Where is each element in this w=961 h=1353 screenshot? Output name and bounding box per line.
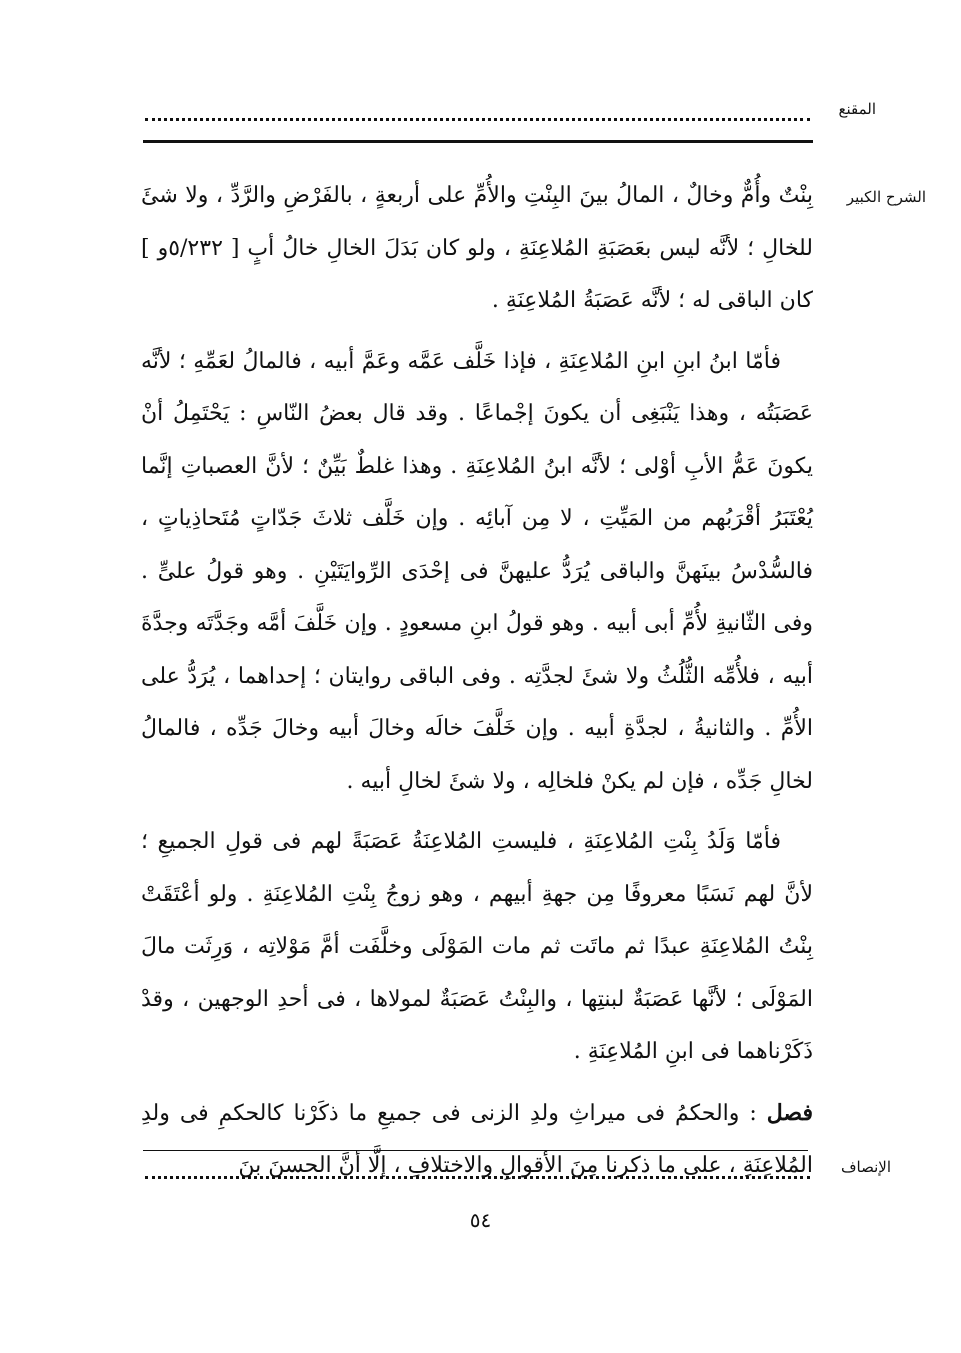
footer-dotted-separator [145,1176,810,1179]
fasl-heading: فصل [766,1099,813,1126]
main-text [141,170,813,1201]
footer-title-label: الإنصاف [840,1158,891,1176]
paragraph-2: فأمّا ابنُ ابنِ ابنِ المُلاعِنَةِ ، فإذا خَلَّف عَمَّه وعَمَّ أبيه ، فالمالُ لعَمِّهِ ؛ لأنَّه عَصَبَتُه ، وهذا يَنْبَغِى أن يكونَ إجْماعًا . وقد قال بعضُ النّاسِ : يَحْتَمِلُ أنْ يكونَ عَمُّ الأبِ أوْلى ؛ لأنَّه ابنُ المُلاعِنَةِ . وهذا غلطٌ بَيِّنٌ ؛ لأنَّ العصباتِ إنَّما يُعْتَبَرُ أقْرَبُهم من المَيِّتِ ، لا مِن آبائِه . وإن خَلَّف ثلاثَ جَدّاتٍ مُتَحاذِياتٍ ، فالسُّدْسُ بينَهنَّ والباقى يُرَدُّ عليهنَّ فى إحْدَى الرِّوايَتَيْنِ . وهو قولُ علىٍّ . وفى الثّانيةِ لأُمِّ أبى أبيه . وهو قولُ ابنِ مسعودٍ . وإن خَلَّفَ أمَّه وجَدَّتَه وجدَّةَ أبيه ، فلأُمِّه الثُّلُثُ ولا شئَ لجدَّتِه . وفى الباقى روايتان ؛ إحداهما ، يُرَدُّ على الأُمِّ . والثانيةُ ، لجدَّةِ أبيه . وإن خَلَّفَ خالَه وخالَ أبيه وخالَ جَدِّه ، فالمالُ لخالِ جَدِّه ، فإن لم يكنْ فلخالِه ، ولا شئَ لخالِ أبيه . [141,348,813,794]
paragraph-1: بِنْتٌ وأُمٌّ وخالٌ ، المالُ بينَ البِنْتِ والأُمِّ على أربعةٍ ، بالفَرْضِ والرَّدِّ ، ولا شئَ للخالِ ؛ لأنَّه ليس بعَصَبَةِ المُلاعِنَةِ ، ولو كان بَدَلَ الخالِ خالُ أبٍ [ ٥/٢٣٢و ] كان الباقى له ؛ لأنَّه عَصَبَةُ المُلاعِنَةِ . [141,183,814,313]
book-title-label: المقنع [838,100,876,118]
header-rule [143,140,813,143]
header-dotted-separator [145,118,810,121]
page-number: ٥٤ [469,1208,492,1232]
paragraph-3: فأمّا وَلَدُ بِنْتِ المُلاعِنَةِ ، فليستِ المُلاعِنَةُ عَصَبَةً لهم فى قولِ الجميعِ ؛ لأنَّ لهم نَسَبًا معروفًا مِن جهةِ أبيهم ، وهو زوجُ بِنْتِ المُلاعِنَةِ . ولو أعْتَقَتْ بِنْتُ المُلاعِنَةِ عبدًا ثم ماتَت ثم مات المَوْلَى وخلَّفَت أمَّ مَوْلاتِه ، وَرِثَت مالَ المَوْلَى ؛ لأنَّها عَصَبَةٌ لبنتِها ، والبِنْتُ عَصَبَةٌ لمولاها ، فى أحدِ الوجهين ، وقدْ ذَكَرْناهما فى ابنِ المُلاعِنَةِ . [141,829,813,1064]
side-title-label: الشرح الكبير [846,188,926,206]
fasl-text: : والحكمُ فى ميراثِ ولدِ الزنى فى جميعِ ما ذكَرْنا كالحكمِ فى ولدِ المُلاعِنَةِ ، على ما ذكرنا مِنَ الأقوالِ والاختلافِ ، إلَّا أنَّ الحسنَ بنَ [141,1100,813,1178]
footer-rule [143,1150,808,1151]
